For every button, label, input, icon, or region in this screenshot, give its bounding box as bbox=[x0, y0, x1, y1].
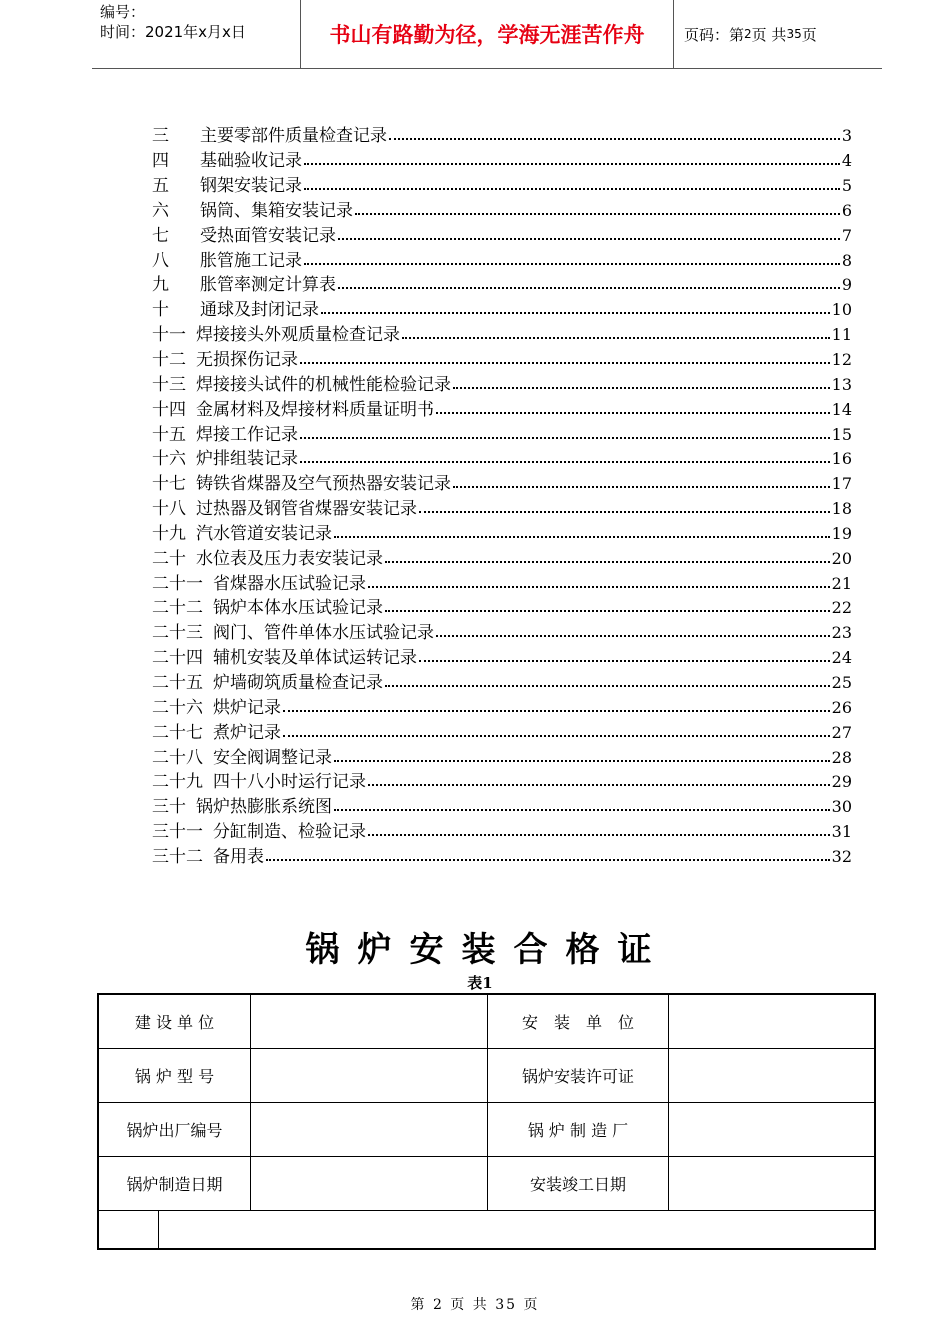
table-of-contents bbox=[152, 124, 852, 869]
toc-leader bbox=[436, 394, 830, 414]
toc-number: 十七 bbox=[152, 474, 186, 495]
toc-number: 三 bbox=[152, 126, 169, 147]
table-row bbox=[99, 1049, 874, 1103]
toc-number: 三十 bbox=[152, 797, 186, 818]
toc-page: 23 bbox=[831, 623, 852, 643]
toc-page: 4 bbox=[841, 151, 852, 171]
certificate-title: 锅炉安装合格证 bbox=[305, 930, 670, 970]
toc-title: 炉排组装记录 bbox=[196, 449, 298, 470]
toc-leader bbox=[338, 269, 840, 289]
toc-number: 十六 bbox=[152, 449, 186, 470]
toc-page: 24 bbox=[831, 648, 852, 668]
header-meta bbox=[92, 0, 301, 68]
toc-title: 炉墙砌筑质量检查记录 bbox=[213, 672, 383, 693]
toc-page: 17 bbox=[831, 474, 852, 494]
toc-number: 十 bbox=[152, 300, 169, 321]
toc-page: 9 bbox=[841, 275, 852, 295]
toc-leader bbox=[304, 245, 840, 265]
row-value bbox=[669, 995, 874, 1048]
number-label: 编号： bbox=[100, 3, 146, 21]
page-suffix: 页 bbox=[801, 25, 817, 44]
toc-number: 十九 bbox=[152, 523, 186, 544]
toc-number: 四 bbox=[152, 151, 169, 172]
toc-page: 18 bbox=[831, 499, 852, 519]
page-header bbox=[92, 0, 882, 69]
toc-title: 基础验收记录 bbox=[200, 151, 302, 172]
toc-number: 十五 bbox=[152, 424, 186, 445]
toc-page: 21 bbox=[831, 573, 852, 593]
toc-title: 阀门、管件单体水压试验记录 bbox=[213, 623, 434, 644]
toc-page: 26 bbox=[831, 697, 852, 717]
table-row bbox=[99, 1211, 874, 1250]
toc-leader bbox=[385, 667, 830, 687]
page-number: 2 bbox=[744, 27, 752, 41]
toc-leader bbox=[368, 816, 830, 836]
toc-leader bbox=[300, 344, 830, 364]
toc-title: 胀管施工记录 bbox=[200, 250, 302, 271]
toc-title: 焊接接头试件的机械性能检验记录 bbox=[196, 374, 451, 395]
toc-title: 无损探伤记录 bbox=[196, 350, 298, 371]
toc-leader bbox=[453, 468, 830, 488]
toc-number: 七 bbox=[152, 225, 169, 246]
toc-number: 六 bbox=[152, 200, 169, 221]
toc-page: 30 bbox=[831, 797, 852, 817]
toc-leader bbox=[300, 443, 830, 463]
page-footer: 第 2 页 共 35 页 bbox=[410, 1297, 540, 1313]
toc-page: 10 bbox=[831, 300, 852, 320]
toc-leader bbox=[334, 518, 830, 538]
toc-number: 三十一 bbox=[152, 822, 203, 843]
toc-page: 25 bbox=[831, 672, 852, 692]
toc-leader bbox=[355, 195, 840, 215]
toc-title: 通球及封闭记录 bbox=[200, 300, 319, 321]
toc-number: 二十三 bbox=[152, 623, 203, 644]
row-value bbox=[669, 1049, 874, 1102]
toc-number: 二十九 bbox=[152, 772, 203, 793]
toc-number: 二十四 bbox=[152, 648, 203, 669]
toc-leader bbox=[266, 841, 830, 861]
toc-leader bbox=[300, 419, 830, 439]
toc-page: 3 bbox=[841, 126, 852, 146]
toc-leader bbox=[338, 220, 840, 240]
toc-page: 14 bbox=[831, 399, 852, 419]
toc-number: 二十五 bbox=[152, 672, 203, 693]
page-total: 35 bbox=[786, 27, 802, 41]
toc-number: 十四 bbox=[152, 399, 186, 420]
toc-number: 二十二 bbox=[152, 598, 203, 619]
row-label: 建 设 单 位 bbox=[99, 995, 251, 1048]
toc-page: 6 bbox=[841, 200, 852, 220]
toc-leader bbox=[385, 592, 830, 612]
toc-page: 27 bbox=[831, 722, 852, 742]
toc-title: 主要零部件质量检查记录 bbox=[200, 126, 387, 147]
toc-number: 十一 bbox=[152, 325, 186, 346]
toc-title: 分缸制造、检验记录 bbox=[213, 822, 366, 843]
toc-title: 锅筒、集箱安装记录 bbox=[200, 200, 353, 221]
toc-title: 备用表 bbox=[213, 846, 264, 867]
toc-page: 5 bbox=[841, 176, 852, 196]
certificate-table bbox=[97, 993, 876, 1250]
toc-title: 锅炉本体水压试验记录 bbox=[213, 598, 383, 619]
toc-title: 焊接工作记录 bbox=[196, 424, 298, 445]
toc-page: 13 bbox=[831, 374, 852, 394]
toc-title: 安全阀调整记录 bbox=[213, 747, 332, 768]
toc-page: 20 bbox=[831, 548, 852, 568]
toc-page: 12 bbox=[831, 350, 852, 370]
toc-leader bbox=[402, 319, 830, 339]
toc-page: 28 bbox=[831, 747, 852, 767]
row-value bbox=[251, 1103, 488, 1156]
toc-leader bbox=[368, 766, 830, 786]
toc-title: 受热面管安装记录 bbox=[200, 225, 336, 246]
toc-number: 十二 bbox=[152, 350, 186, 371]
toc-leader bbox=[419, 642, 830, 662]
toc-page: 22 bbox=[831, 598, 852, 618]
toc-page: 11 bbox=[831, 325, 852, 345]
toc-number: 二十 bbox=[152, 548, 186, 569]
toc-leader bbox=[304, 170, 840, 190]
header-motto: 书山有路勤为径，学海无涯苦作舟 bbox=[301, 0, 674, 68]
toc-leader bbox=[283, 717, 830, 737]
toc-title: 钢架安装记录 bbox=[200, 176, 302, 197]
toc-leader bbox=[334, 791, 830, 811]
toc-page: 31 bbox=[831, 822, 852, 842]
page-prefix: 页码：第 bbox=[684, 25, 745, 44]
toc-leader bbox=[283, 692, 830, 712]
toc-leader bbox=[304, 145, 840, 165]
toc-title: 焊接接头外观质量检查记录 bbox=[196, 325, 400, 346]
toc-title: 汽水管道安装记录 bbox=[196, 523, 332, 544]
toc-number: 九 bbox=[152, 275, 169, 296]
toc-number: 十八 bbox=[152, 499, 186, 520]
row-value bbox=[251, 995, 488, 1048]
empty-cell bbox=[99, 1211, 159, 1250]
toc-number: 十三 bbox=[152, 374, 186, 395]
toc-number: 二十七 bbox=[152, 722, 203, 743]
row-value bbox=[669, 1103, 874, 1156]
toc-leader bbox=[321, 294, 830, 314]
row-label: 安装竣工日期 bbox=[488, 1157, 669, 1210]
table-row bbox=[99, 1103, 874, 1157]
toc-title: 辅机安装及单体试运转记录 bbox=[213, 648, 417, 669]
row-label: 锅炉出厂编号 bbox=[99, 1103, 251, 1156]
toc-title: 省煤器水压试验记录 bbox=[213, 573, 366, 594]
toc-leader bbox=[389, 120, 840, 140]
toc-leader bbox=[334, 742, 830, 762]
toc-leader bbox=[368, 568, 830, 588]
time-label: 时间：2021年x月x日 bbox=[100, 23, 246, 41]
table-row bbox=[99, 995, 874, 1049]
row-value bbox=[251, 1157, 488, 1210]
row-label: 锅 炉 型 号 bbox=[99, 1049, 251, 1102]
toc-leader bbox=[436, 617, 830, 637]
toc-title: 铸铁省煤器及空气预热器安装记录 bbox=[196, 474, 451, 495]
toc-number: 八 bbox=[152, 250, 169, 271]
header-page-info bbox=[674, 0, 882, 68]
toc-page: 8 bbox=[841, 250, 852, 270]
toc-title: 四十八小时运行记录 bbox=[213, 772, 366, 793]
row-label: 锅 炉 制 造 厂 bbox=[488, 1103, 669, 1156]
empty-cell bbox=[159, 1211, 874, 1250]
page-mid: 页 共 bbox=[751, 25, 787, 44]
toc-page: 7 bbox=[841, 225, 852, 245]
toc-page: 19 bbox=[831, 523, 852, 543]
table-row bbox=[99, 1157, 874, 1211]
toc-title: 金属材料及焊接材料质量证明书 bbox=[196, 399, 434, 420]
toc-leader bbox=[385, 543, 830, 563]
toc-page: 16 bbox=[831, 449, 852, 469]
toc-title: 过热器及钢管省煤器安装记录 bbox=[196, 499, 417, 520]
row-value bbox=[669, 1157, 874, 1210]
toc-number: 二十八 bbox=[152, 747, 203, 768]
toc-leader bbox=[453, 369, 830, 389]
toc-title: 胀管率测定计算表 bbox=[200, 275, 336, 296]
toc-title: 烘炉记录 bbox=[213, 697, 281, 718]
toc-number: 二十一 bbox=[152, 573, 203, 594]
toc-title: 煮炉记录 bbox=[213, 722, 281, 743]
toc-number: 二十六 bbox=[152, 697, 203, 718]
toc-title: 锅炉热膨胀系统图 bbox=[196, 797, 332, 818]
toc-leader bbox=[419, 493, 830, 513]
table-label: 表1 bbox=[467, 974, 493, 992]
toc-number: 三十二 bbox=[152, 846, 203, 867]
toc-page: 29 bbox=[831, 772, 852, 792]
toc-page: 15 bbox=[831, 424, 852, 444]
toc-number: 五 bbox=[152, 176, 169, 197]
toc-title: 水位表及压力表安装记录 bbox=[196, 548, 383, 569]
row-label: 安 装 单 位 bbox=[488, 995, 669, 1048]
toc-page: 32 bbox=[831, 846, 852, 866]
toc-entry bbox=[152, 844, 852, 869]
row-label: 锅炉制造日期 bbox=[99, 1157, 251, 1210]
row-value bbox=[251, 1049, 488, 1102]
row-label: 锅炉安装许可证 bbox=[488, 1049, 669, 1102]
